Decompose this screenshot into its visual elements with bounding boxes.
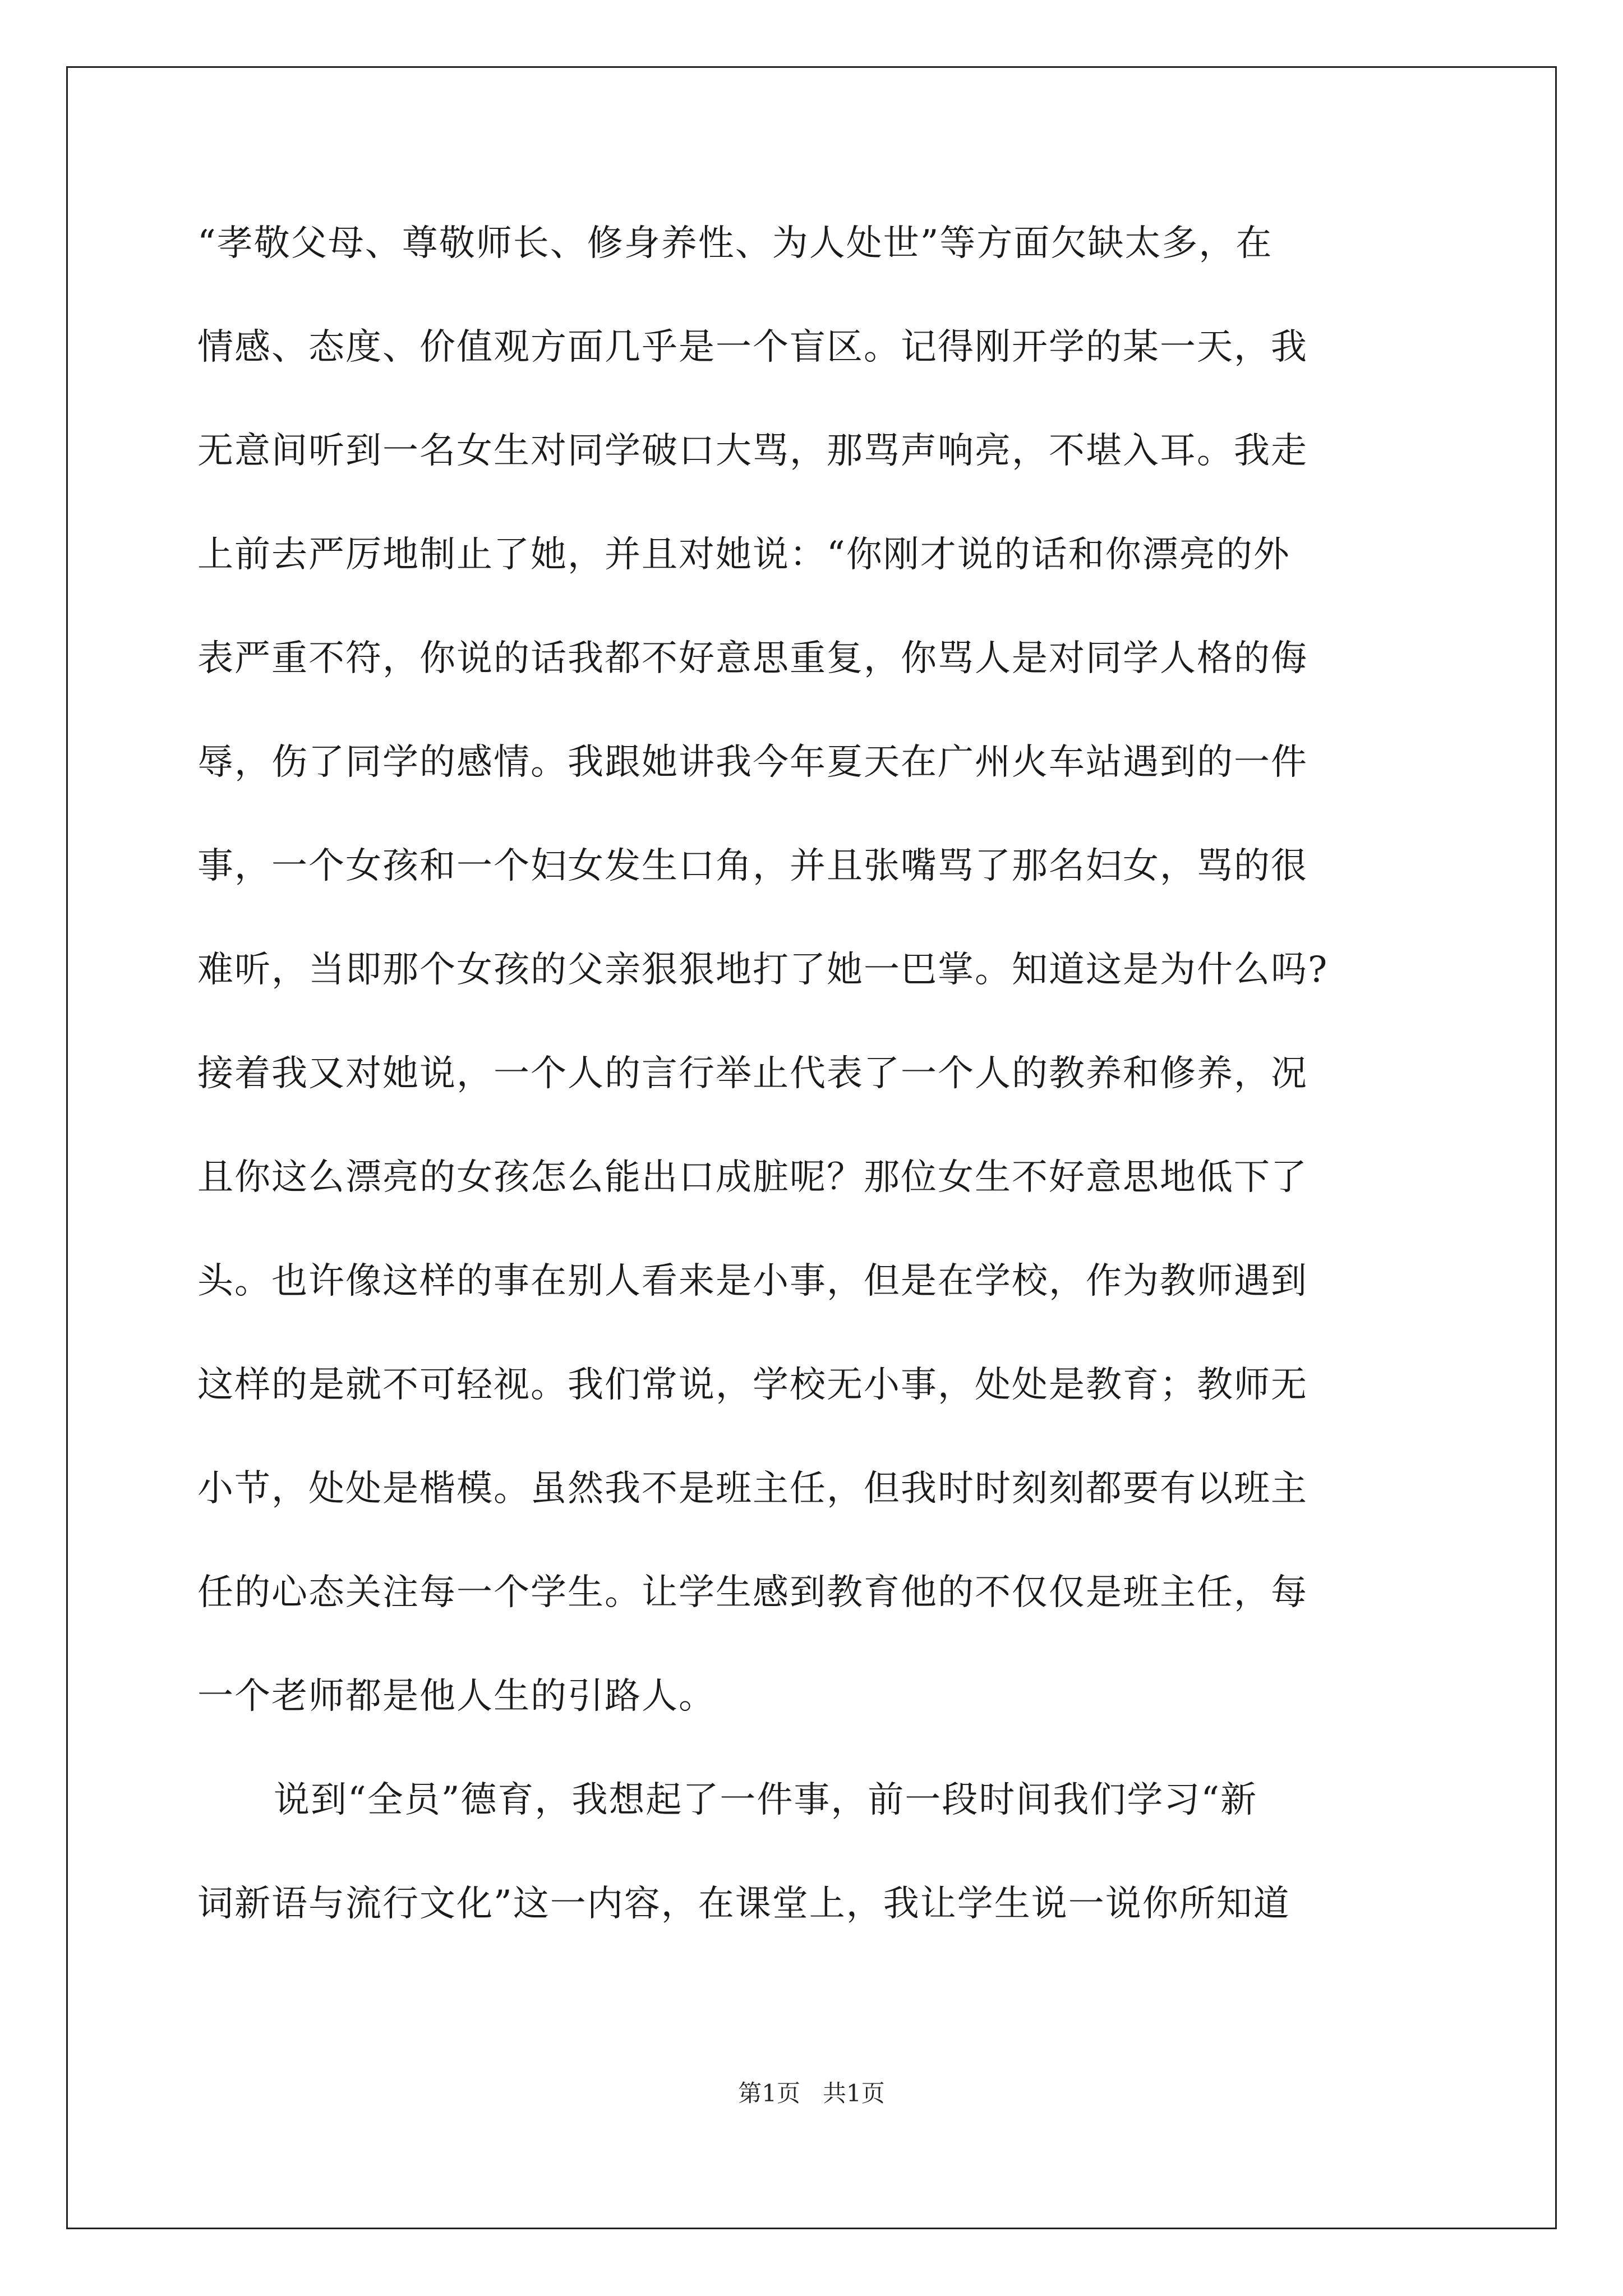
text-line: 接着我又对她说，一个人的言行举止代表了一个人的教养和修养，况 xyxy=(197,1053,1308,1094)
text-line: “孝敬父母、尊敬师长、修身养性、为人处世”等方面欠缺太多，在 xyxy=(197,223,1273,264)
text-line: 辱，伤了同学的感情。我跟她讲我今年夏天在广州火车站遇到的一件 xyxy=(197,742,1308,783)
page-number-footer: 第1页 共1页 xyxy=(738,2079,885,2107)
text-line: 头。也许像这样的事在别人看来是小事，但是在学校，作为教师遇到 xyxy=(197,1260,1308,1302)
text-line: 难听，当即那个女孩的父亲狠狠地打了她一巴掌。知道这是为什么吗? xyxy=(197,949,1329,991)
text-line: 一个老师都是他人生的引路人。 xyxy=(197,1676,716,1717)
paragraph-start-line: 说到“全员”德育，我想起了一件事，前一段时间我们学习“新 xyxy=(274,1779,1258,1821)
text-line: 情感、态度、价值观方面几乎是一个盲区。记得刚开学的某一天，我 xyxy=(197,326,1308,368)
text-line: 任的心态关注每一个学生。让学生感到教育他的不仅仅是班主任，每 xyxy=(197,1572,1308,1613)
text-line: 表严重不符，你说的话我都不好意思重复，你骂人是对同学人格的侮 xyxy=(197,638,1308,679)
text-line: 词新语与流行文化”这一内容，在课堂上，我让学生说一说你所知道 xyxy=(197,1883,1290,1925)
document-body xyxy=(197,212,1426,1976)
text-line: 事，一个女孩和一个妇女发生口角，并且张嘴骂了那名妇女，骂的很 xyxy=(197,845,1308,887)
text-line: 小节，处处是楷模。虽然我不是班主任，但我时时刻刻都要有以班主 xyxy=(197,1468,1308,1510)
text-line: 且你这么漂亮的女孩怎么能出口成脏呢？那位女生不好意思地低下了 xyxy=(197,1157,1308,1198)
text-line: 上前去严厉地制止了她，并且对她说：“你刚才说的话和你漂亮的外 xyxy=(197,534,1290,576)
text-line: 无意间听到一名女生对同学破口大骂，那骂声响亮，不堪入耳。我走 xyxy=(197,430,1308,472)
text-line: 这样的是就不可轻视。我们常说，学校无小事，处处是教育；教师无 xyxy=(197,1364,1308,1406)
